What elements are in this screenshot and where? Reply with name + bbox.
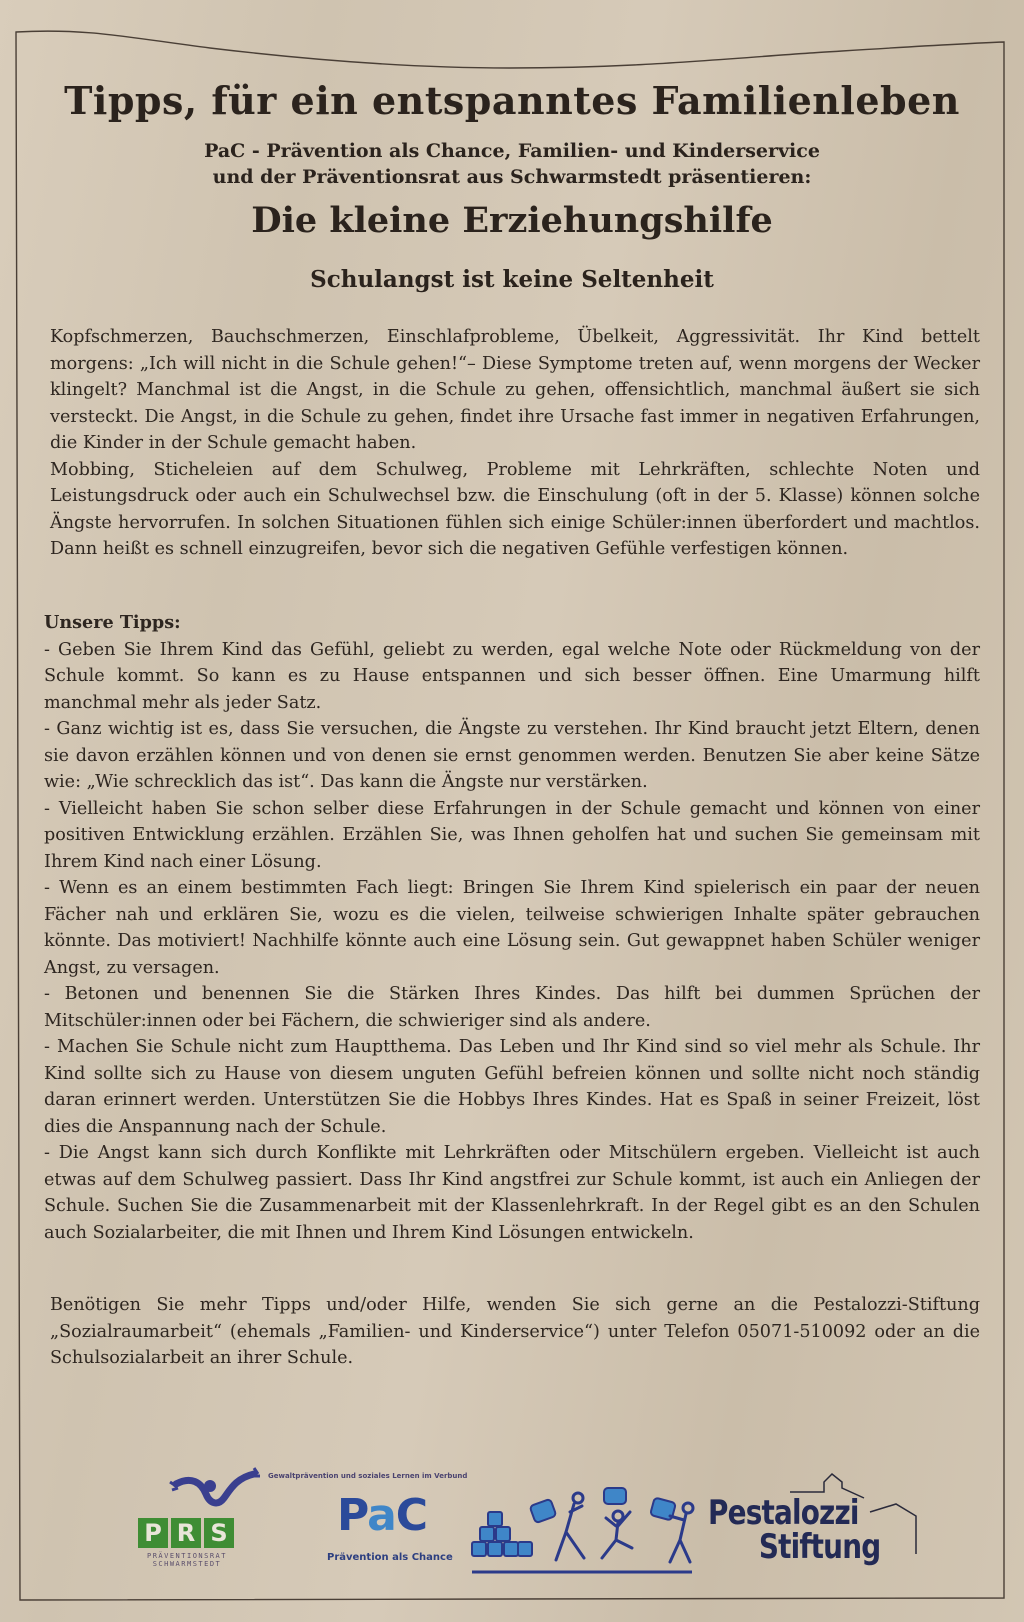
tip-item-4: - Wenn es an einem bestimmten Fach liegt: Bringen Sie Ihrem Kind spielerisch ein paar der neuen Fächer nah und erklären Sie, wozu es die vielen, teilweise schwierigen Inhalte später gebrauchen könnte. Das motiviert! Nachhilfe könnte auch eine Lösung sein. Gut gewappnet haben Schüler weniger Angst, zu versagen. bbox=[44, 878, 980, 978]
pac-letter-p: P bbox=[337, 1490, 368, 1541]
article-subtitle: Schulangst ist keine Seltenheit bbox=[310, 266, 714, 293]
tip-item-5: - Betonen und benennen Sie die Stärken Ihres Kindes. Das hilft bei dummen Sprüchen der Mitschüler:innen oder bei Fächern, die schwieriger sind als andere. bbox=[44, 984, 980, 1031]
article-title: Die kleine Erziehungshilfe bbox=[251, 200, 773, 241]
presenter-line-2: und der Präventionsrat aus Schwarmstedt präsentieren: bbox=[212, 166, 812, 188]
footer-logos bbox=[0, 1460, 1024, 1600]
prs-logo bbox=[138, 1518, 234, 1548]
slogan-text: Gewaltprävention und soziales Lernen im Verbund bbox=[268, 1472, 468, 1480]
contact-text: Benötigen Sie mehr Tipps und/oder Hilfe, wenden Sie sich gerne an die Pestalozzi-Stiftung „Sozialraumarbeit“ (ehemals „Familien- und Kinderservice“) unter Telefon 05071-510092 oder an die Schulsozialarbeit an ihrer Schule. bbox=[50, 1295, 980, 1368]
tip-item-2: - Ganz wichtig ist es, dass Sie versuchen, die Ängste zu verstehen. Ihr Kind braucht jetzt Eltern, denen sie davon erzählen können und von denen sie ernst genommen werden. Benutzen Sie aber keine Sätze wie: „Wie schrecklich das ist“. Das kann die Ängste nur verstärken. bbox=[44, 719, 980, 792]
pac-letter-c: C bbox=[395, 1490, 428, 1541]
stiftung-word: Stiftung bbox=[758, 1527, 881, 1567]
prs-caption bbox=[137, 1552, 237, 1568]
prs-letter-s: S bbox=[204, 1518, 234, 1548]
tips-section bbox=[44, 610, 980, 1246]
tip-item-7: - Die Angst kann sich durch Konflikte mit Lehrkräften oder Mitschülern ergeben. Vielleicht ist auch etwas auf dem Schulweg passiert. Dass Ihr Kind angstfrei zur Schule kommt, ist auch ein Anliegen der Schule. Suchen Sie die Zusammenarbeit mit der Klassenlehrkraft. In der Regel gibt es an den Schulen auch Sozialarbeiter, die mit Ihnen und Ihrem Kind Lösungen entwickeln. bbox=[44, 1143, 980, 1243]
tip-item-3: - Vielleicht haben Sie schon selber diese Erfahrungen in der Schule gemacht und können von einer positiven Entwicklung erzählen. Erzählen Sie, was Ihnen geholfen hat und suchen Sie gemeinsam mit Ihrem Kind nach einer Lösung. bbox=[44, 798, 980, 872]
intro-paragraph-1: Kopfschmerzen, Bauchschmerzen, Einschlafprobleme, Übelkeit, Aggressivität. Ihr Kind bettelt morgens: „Ich will nicht in die Schule gehen!“– Diese Symptome treten auf, wenn morgens der Wecker klingelt? Manchmal ist die Angst, in die Schule zu gehen, offensichtlich, manchmal äußert sie sich versteckt. Die Angst, in die Schule zu gehen, findet ihre Ursache fast immer in negativen Erfahrungen, die Kinder in der Schule gemacht haben. bbox=[50, 327, 980, 453]
pac-letter-a: a bbox=[367, 1490, 396, 1541]
tip-item-6: - Machen Sie Schule nicht zum Hauptthema. Das Leben und Ihr Kind sind so viel mehr als Schule. Ihr Kind sollte sich zu Hause von diesem unguten Gefühl befreien können und sollte nicht noch ständig daran erinnert werden. Unterstützen Sie die Hobbys Ihres Kindes. Hat es Spaß in seiner Freizeit, löst dies die Anspannung nach der Schule. bbox=[44, 1037, 980, 1137]
intro-paragraph-2: Mobbing, Sticheleien auf dem Schulweg, Probleme mit Lehrkräften, schlechte Noten und Leistungsdruck oder auch ein Schulwechsel bzw. die Einschulung (oft in der 5. Klasse) können solche Ängste hervorrufen. In solchen Situationen fühlen sich einige Schüler:innen überfordert und machtlos. Dann heißt es schnell einzugreifen, bevor sich die negativen Gefühle verfestigen können. bbox=[50, 459, 980, 559]
pac-caption: Prävention als Chance bbox=[327, 1552, 453, 1563]
prs-figure-icon bbox=[166, 1464, 266, 1514]
tips-heading: Unsere Tipps: bbox=[44, 612, 181, 633]
prs-letter-r: R bbox=[171, 1518, 201, 1548]
presenter-line-1: PaC - Prävention als Chance, Familien- und Kinderservice bbox=[204, 140, 820, 162]
prs-caption-line-2: SCHWARMSTEDT bbox=[152, 1560, 222, 1568]
prs-caption-line-1: PRÄVENTIONSRAT bbox=[146, 1552, 227, 1560]
pestalozzi-word: Pestalozzi bbox=[708, 1493, 859, 1533]
intro-section bbox=[50, 324, 980, 563]
prs-letter-p: P bbox=[138, 1518, 168, 1548]
tip-item-1: - Geben Sie Ihrem Kind das Gefühl, geliebt zu werden, egal welche Note oder Rückmeldung von der Schule kommt. So kann es zu Hause entspannen und sich besser öffnen. Eine Umarmung hilft manchmal mehr als jeder Satz. bbox=[44, 639, 980, 713]
house-outline-icon bbox=[790, 1468, 920, 1558]
main-title: Tipps, für ein entspanntes Familienleben bbox=[64, 78, 960, 123]
contact-section bbox=[50, 1292, 980, 1372]
pac-logo bbox=[337, 1490, 427, 1541]
children-blocks-icon bbox=[466, 1482, 696, 1578]
